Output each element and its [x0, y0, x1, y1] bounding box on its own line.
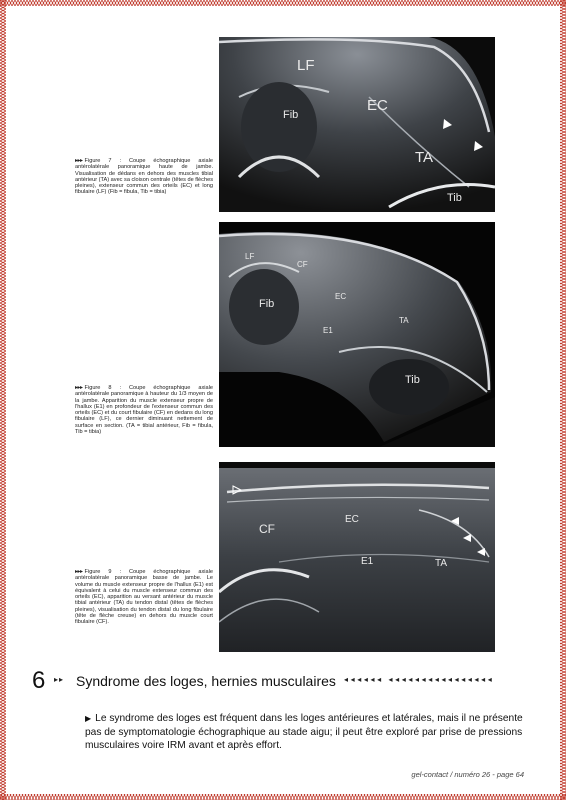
figure-7-label-lf: LF [297, 57, 315, 74]
figure-8-label-lf: LF [245, 252, 255, 261]
ultrasound-image-8 [219, 222, 495, 447]
figure-9-label-ta: TA [435, 558, 448, 569]
figure-8-label-fib: Fib [259, 298, 275, 310]
figure-7-label-tib: Tib [447, 192, 462, 204]
figure-8-label-cf: CF [297, 260, 308, 269]
caption-arrows-icon: ▸▸▸ [75, 569, 83, 575]
figure-8-caption-text: Figure 8 : Coupe échographique axiale antérolatérale panoramique à hauteur du 1/3 moyen de la jambe. Apparition du muscle extenseur propre de l'hallux (E1) en profondeur de l'extenseur commun des orteils (EC) et du court fibulaire (CF) en dedans du long fibulaire (LF), ce dernier diminuant nettement de surface en section. (TA = tibial antérieur, Fib = fibula, Tib = tibia) [75, 385, 213, 436]
figure-8-label-tib: Tib [405, 374, 420, 386]
paragraph-marker-icon: ▶ [85, 714, 92, 723]
caption-arrows-icon: ▸▸▸ [75, 158, 83, 164]
ultrasound-image-9 [219, 462, 495, 652]
section-paragraph [85, 712, 537, 753]
page-footer: gel-contact / numéro 26 - page 64 [411, 770, 524, 779]
ultrasound-figure-9 [219, 462, 495, 652]
ultrasound-figure-7 [219, 37, 495, 212]
figure-8-label-ec: EC [335, 292, 347, 301]
section-marker-icon: ▸▸ [54, 675, 65, 684]
figure-7-caption-text: Figure 7 : Coupe échographique axiale antérolatérale panoramique haute de jambe. Visualisation de dédans en dehors des muscles tibial antérieur (TA) avec sa cloison centrale (têtes de flèches pleines), extenseur commun des orteils (EC) et long fibulaire (LF) (Fib = fibula, Tib = tibia) [75, 158, 213, 196]
section-decoration-icon: ◂◂◂◂◂◂ ◂◂◂◂◂◂◂◂◂◂◂◂◂◂◂◂ [344, 675, 495, 684]
caption-arrows-icon: ▸▸▸ [75, 385, 83, 391]
section-paragraph-text: Le syndrome des loges est fréquent dans les loges antérieures et latérales, mais il ne présente pas de symptomatologie échographique au stade aigu; il peut être exploré par prise de pressions musculaires voire IRM avant et après effort. [85, 713, 523, 751]
figure-7-label-ec: EC [367, 97, 388, 114]
section-heading [32, 666, 547, 696]
figure-7-label-fib: Fib [283, 109, 299, 121]
section-number: 6 [32, 667, 46, 694]
figure-9-label-ec: EC [345, 514, 359, 525]
figure-9-caption-text: Figure 9 : Coupe échographique axiale antérolatérale panoramique basse de jambe. Le volume du muscle extenseur propre de l'hallux (E1) est équivalent à celui du muscle extenseur commun des orteils (EC), apparition au versant antérieur du muscle tibial antérieur (TA) du tendon distal (têtes de flèches pleines), visualisation du tendon distal du long fibulaire (tête de flèche creuse) en dehors du muscle court fibulaire (CF). [75, 569, 213, 626]
figure-8-caption [75, 385, 213, 435]
ultrasound-figure-8 [219, 222, 495, 447]
ultrasound-image-7 [219, 37, 495, 212]
figure-9-label-e1: E1 [361, 556, 374, 567]
figure-8-label-ta: TA [399, 316, 409, 325]
figure-9-caption [75, 569, 213, 626]
figure-7-caption [75, 158, 213, 196]
figure-9-label-cf: CF [259, 522, 275, 536]
section-title: Syndrome des loges, hernies musculaires [76, 673, 336, 689]
figure-7-label-ta: TA [415, 149, 434, 166]
figure-8-label-e1: E1 [323, 326, 333, 335]
